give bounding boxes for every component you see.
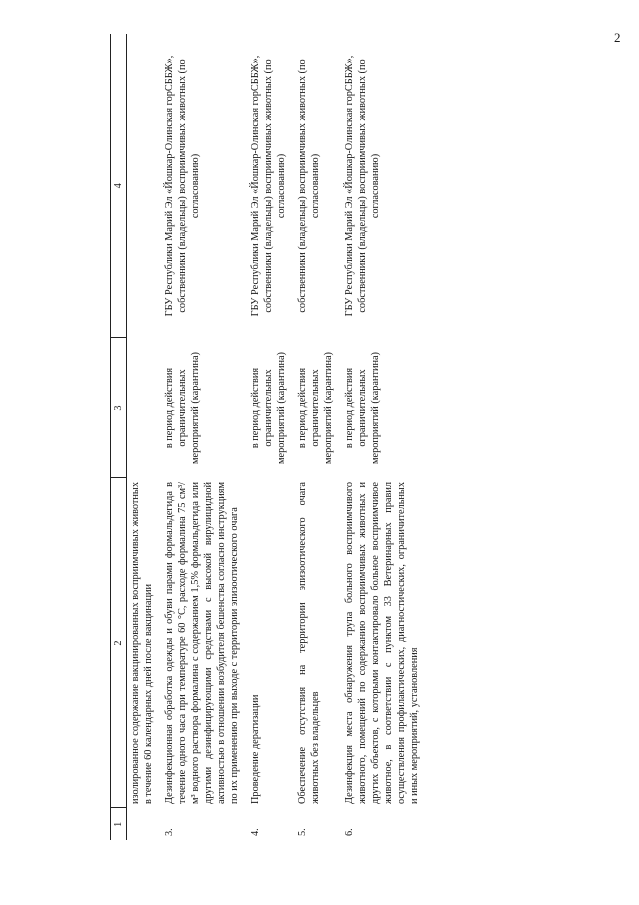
table-header-row <box>111 34 127 840</box>
row-term: в период действия ограничительных мероприятий (карантина) <box>164 352 201 464</box>
header-col-4: 4 <box>111 34 127 338</box>
row-responsible <box>127 34 162 338</box>
row-term: в период действия ограничительных мероприятий (карантина) <box>344 352 381 464</box>
table-row <box>127 34 162 840</box>
header-col-1: 1 <box>111 808 127 840</box>
rotated-page-content <box>110 34 520 840</box>
row-responsible: собственники (владельцы) восприимчивых животных (по согласованию) <box>297 59 321 313</box>
row-description: Обеспечение отсутствия на территории эпизоотического очага животных без владельцев <box>297 482 321 804</box>
table-row <box>247 34 294 840</box>
row-number: 5. <box>297 828 308 836</box>
table-row <box>341 34 427 840</box>
row-description: Проведение дератизации <box>250 694 261 804</box>
row-number: 4. <box>250 828 261 836</box>
header-col-2: 2 <box>111 478 127 808</box>
row-description: Дезинфекционная обработка одежды и обуви парами формальдегида в течение одного часа при температуре 60 °С, расходе формалина 75 см³/м³ водного раствора формалина с содержанием 1,5% формальдегида или другими дезинфицирующими средствами с высокой вирулицидной активностью в отношении возбудителя бешенства согласно инструкциям по их применению при выходе с территории эпизоотического очага <box>164 482 240 804</box>
row-term: в период действия ограничительных мероприятий (карантина) <box>297 352 334 464</box>
row-number: 3. <box>164 828 175 836</box>
row-responsible: ГБУ Республики Марий Эл «Йошкар-Олинская горСББЖ», собственники (владельцы) восприимчивых животных (по согласованию) <box>344 55 381 317</box>
row-number <box>127 808 162 840</box>
table-row <box>161 34 247 840</box>
page-number: 2 <box>614 30 621 45</box>
row-description: изолированное содержание вакцинированных восприимчивых животных в течение 60 календарных дней после вакцинации <box>130 482 154 804</box>
row-description: Дезинфекция места обнаружения трупа больного восприимчивого животного, помещений по содержанию восприимчивых животных и других объектов, с которыми контактировало больное восприимчивое животное, в соответствии с пунктом 33 Ветеринарных правил осуществления профилактических, диагностических, ограничительных и иных мероприятий, установления <box>344 482 420 804</box>
header-col-3: 3 <box>111 338 127 478</box>
measures-table <box>110 34 427 840</box>
row-responsible: ГБУ Республики Марий Эл «Йошкар-Олинская горСББЖ», собственники (владельцы) восприимчивых животных (по согласованию) <box>164 55 201 317</box>
table-row <box>294 34 341 840</box>
row-term: в период действия ограничительных мероприятий (карантина) <box>250 352 287 464</box>
row-number: 6. <box>344 828 355 836</box>
row-term <box>127 338 162 478</box>
row-responsible: ГБУ Республики Марий Эл «Йошкар-Олинская горСББЖ», собственники (владельцы) восприимчивых животных (по согласованию) <box>250 55 287 317</box>
